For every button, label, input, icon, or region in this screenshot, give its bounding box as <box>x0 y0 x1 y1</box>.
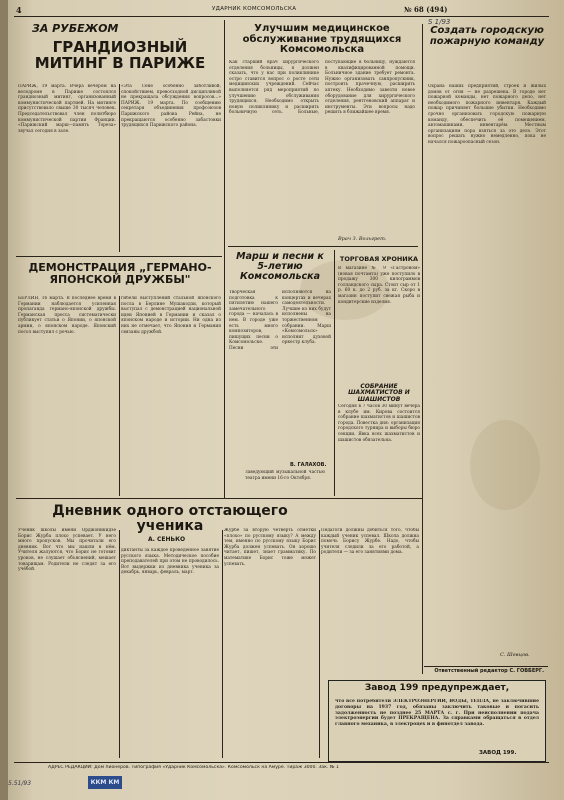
fire-signature: С. Шевцов. <box>500 652 530 658</box>
diary-column-3: диктанты за каждое проведённое занятие русского языка. Методическое пособие преподавателей при этом не проводилось. Вот выдержки из дневника ученика за декабрь, январь, февраль, март. <box>121 548 219 576</box>
page-left-edge <box>0 0 8 800</box>
headline-songs: Марш и песни к 5-летию Комсомольска <box>236 251 324 282</box>
songs-author: В. ГАЛАХОВ. <box>290 462 327 468</box>
headline-fire: Создать городскую пожарную команду <box>429 25 545 47</box>
archive-stamp: ККМ КМ <box>88 776 122 789</box>
section-rule <box>228 246 418 247</box>
header-rule <box>14 16 549 17</box>
section-rule <box>16 498 422 499</box>
column-rule <box>119 296 120 496</box>
footer-rule <box>14 762 549 763</box>
issue-number: № 68 (494) <box>404 5 448 14</box>
trade-text: В магазине № 9 «Гастроном» (новая почтамта) уже поступило в продажу 300 килограммов голландского сыра. Стоит сыр от 1 р. 60 к. до 2 руб. за кг. Скоро в магазин поступит свежая рыба и кондитерские изделия. <box>338 266 420 305</box>
headline-paris: ГРАНДИОЗНЫЙ МИТИНГ В ПАРИЖЕ <box>34 38 206 72</box>
column-rule <box>422 24 423 674</box>
medical-signature: Врач З. Вольгрет. <box>338 236 387 242</box>
headline-medical: Улучшим медицинское обслуживание трудящихся Комсомольска <box>242 23 402 55</box>
diary-author: А. СЕНЬКО <box>148 536 186 543</box>
footer-imprint: АДРЕС РЕДАКЦИИ: Дом пионеров. Типография «Ударник Комсомольска». Комсомольск на Амуре. Тираж 3000. Зак. № 1 <box>48 765 339 770</box>
medical-text: Как старший врач хирургического отделения больницы, я должен сказать, что у нас при поликлинике остро ставится вопрос о росте сети медицинских учреждений. Сейчас выполняется ряд мероприятий по улучшению обслуживания трудящихся. Необходимо открыть новую поликлинику и расширить больничную сеть. Больные, поступающие в больницу, нуждаются в квалифицированной помощи. Больничное здание требует ремонта. Нужно организовать санпропускник, построить прачечную, расширить аптеку. Необходимо завезти новое оборудование для хирургического отделения, рентгеновский аппарат и инструменты. Эти вопросы надо решить в ближайшее время. <box>229 60 415 116</box>
pencil-note: S 1/93 <box>428 18 451 26</box>
headline-diary: Дневник одного отстающего ученика <box>52 503 288 534</box>
demo-column-1: БЕРЛИН, 16 марта. В последнее время в Германии наблюдается усиленная пропаганда германо-японской дружбы. Германская пресса систематически публикует статьи о Японии, о японской армии, о японском народе. Японский посол выступил с речью. <box>18 296 116 335</box>
paris-column-2: «Эта Сене особенно заботливой, спокойствием, превосходной дисциплиной не прекращала обсуждения вопросов...» ПАРИЖ. 19 марта. По сообщению секретаря объединения профсоюзов Парижского района Рейна, не прекращаются особенно забастовки трудящихся Парижского района. <box>121 84 221 129</box>
paper-title: УДАРНИК КОМСОМОЛЬСКА <box>212 6 297 12</box>
plant-notice-sign: ЗАВОД 199. <box>479 750 517 756</box>
songs-author-note: Заведующий музыкальной частью театра имени 16-го Октября. <box>245 470 325 481</box>
plant-notice-text: что все потребители ЭЛЕКТРОЭНЕРГИИ, ВОДЫ, ТЕПЛА, не заключившие договоры на 1937 год, обязаны заключить таковые и погасить задолженность не позднее 25 МАРТА с. г. При неисполнении подача электроэнергии будет ПРЕКРАЩЕНА. За справками обращаться в отдел главного механика, в электроцех и в финотдел завода. <box>335 699 539 728</box>
fire-text: Охрана наших предприятий, строек и жилых домов от огня — не разрешена. В городе нет пожарной команды, нет пожарного депо, нет необходимого пожарного инвентаря. Каждый пожар причиняет большие убытки. Необходимо срочно организовать городскую пожарную команду, обеспечить её помещением, автомашинами, инвентарём. Местным организациям пора взяться за это дело. Этот вопрос решать нужно немедленно, пока не начался пожароопасный сезон. <box>428 84 546 145</box>
chess-text: Сегодня в 7 часов 30 минут вечера в клубе им. Кирова состоится собрание шахматистов и шашистов города. Повестка дня: организация городского турнира и выборы бюро секции. Явка всех шахматистов и шашистов обязательна. <box>338 404 420 443</box>
rubric-foreign: ЗА РУБЕЖОМ <box>32 22 119 35</box>
diary-column-2: Журбе за вторую четверть отметки «плохо» по русскому языку? А между тем, именно по русскому языку Борис Журба должен успевать. Он хорошо читает, пишет, знает грамматику. По математике Борис тоже может успевать. <box>224 528 316 567</box>
editor-credit: Ответственный редактор С. ГОВБЕРГ. <box>434 668 544 674</box>
headline-chess: СОБРАНИЕ ШАХМАТИСТОВ И ШАШИСТОВ <box>348 383 410 403</box>
section-rule <box>424 666 548 667</box>
headline-trade: ТОРГОВАЯ ХРОНИКА <box>339 255 419 263</box>
plant-notice-headline: Завод 199 предупреждает, <box>364 683 510 693</box>
demo-column-2: гибели выступлений стальной японского посла в Берлине Мушакодзи, который выступал с демонстрацией национальной идеи Японией в Германии и сказал о японском народе и истории. Ни одна из них не отмечает, что Япония и Германия связаны дружбой. <box>121 296 221 335</box>
diary-column-4: Педагоги должны добиться того, чтобы каждый ученик успевал. Школа должна помочь Борису Журбе. Надо, чтобы учителя следили за его работой, а родители — за его занятиями дома. <box>321 528 419 556</box>
diary-column-1: Ученик школы имени Орджоникидзе Борис Журба плохо успевает. У него много пропусков. Мы прочитали его дневник. Вот что мы нашли в нём. Учителя жалуются, что Борис не готовит уроков, не слушает объяснений, мешает товарищам. Родители не следят за его учёбой. <box>18 528 116 573</box>
column-rule <box>119 84 120 252</box>
plant-199-notice <box>328 680 546 762</box>
pencil-note: 5.51/93 <box>8 780 32 787</box>
column-rule <box>224 20 225 498</box>
section-rule <box>16 256 222 257</box>
headline-demo: ДЕМОНСТРАЦИЯ „ГЕРМАНО-ЯПОНСКОЙ ДРУЖБЫ" <box>28 261 212 286</box>
column-rule <box>119 530 120 758</box>
page-number: 4 <box>16 5 22 15</box>
column-rule <box>222 530 223 758</box>
column-rule <box>334 250 335 496</box>
column-rule <box>319 530 320 758</box>
songs-text: Творческая подготовка к пятилетию нашего замечательного города — началась в нем. В городе уже есть много композиторов, пишущих песни о Комсомольске. Песни эти исполняются на концертах и вечерах самодеятельности. Лучшие из них будут исполнены на торжественном собрании. Марш «Комсомольск» исполнит духовой оркестр клуба. <box>229 290 331 351</box>
paris-column-1: ПАРИЖ, 19 марта. Вчера вечером на велодроме в Париже состоялся грандиозный митинг, организованный коммунистической партией. На митинге присутствовало свыше 30 тысяч человек. Председательствовал член политбюро коммунистической партии Франции. «Парижский марш—память Тореза» звучал сегодня в зале. <box>18 84 116 134</box>
